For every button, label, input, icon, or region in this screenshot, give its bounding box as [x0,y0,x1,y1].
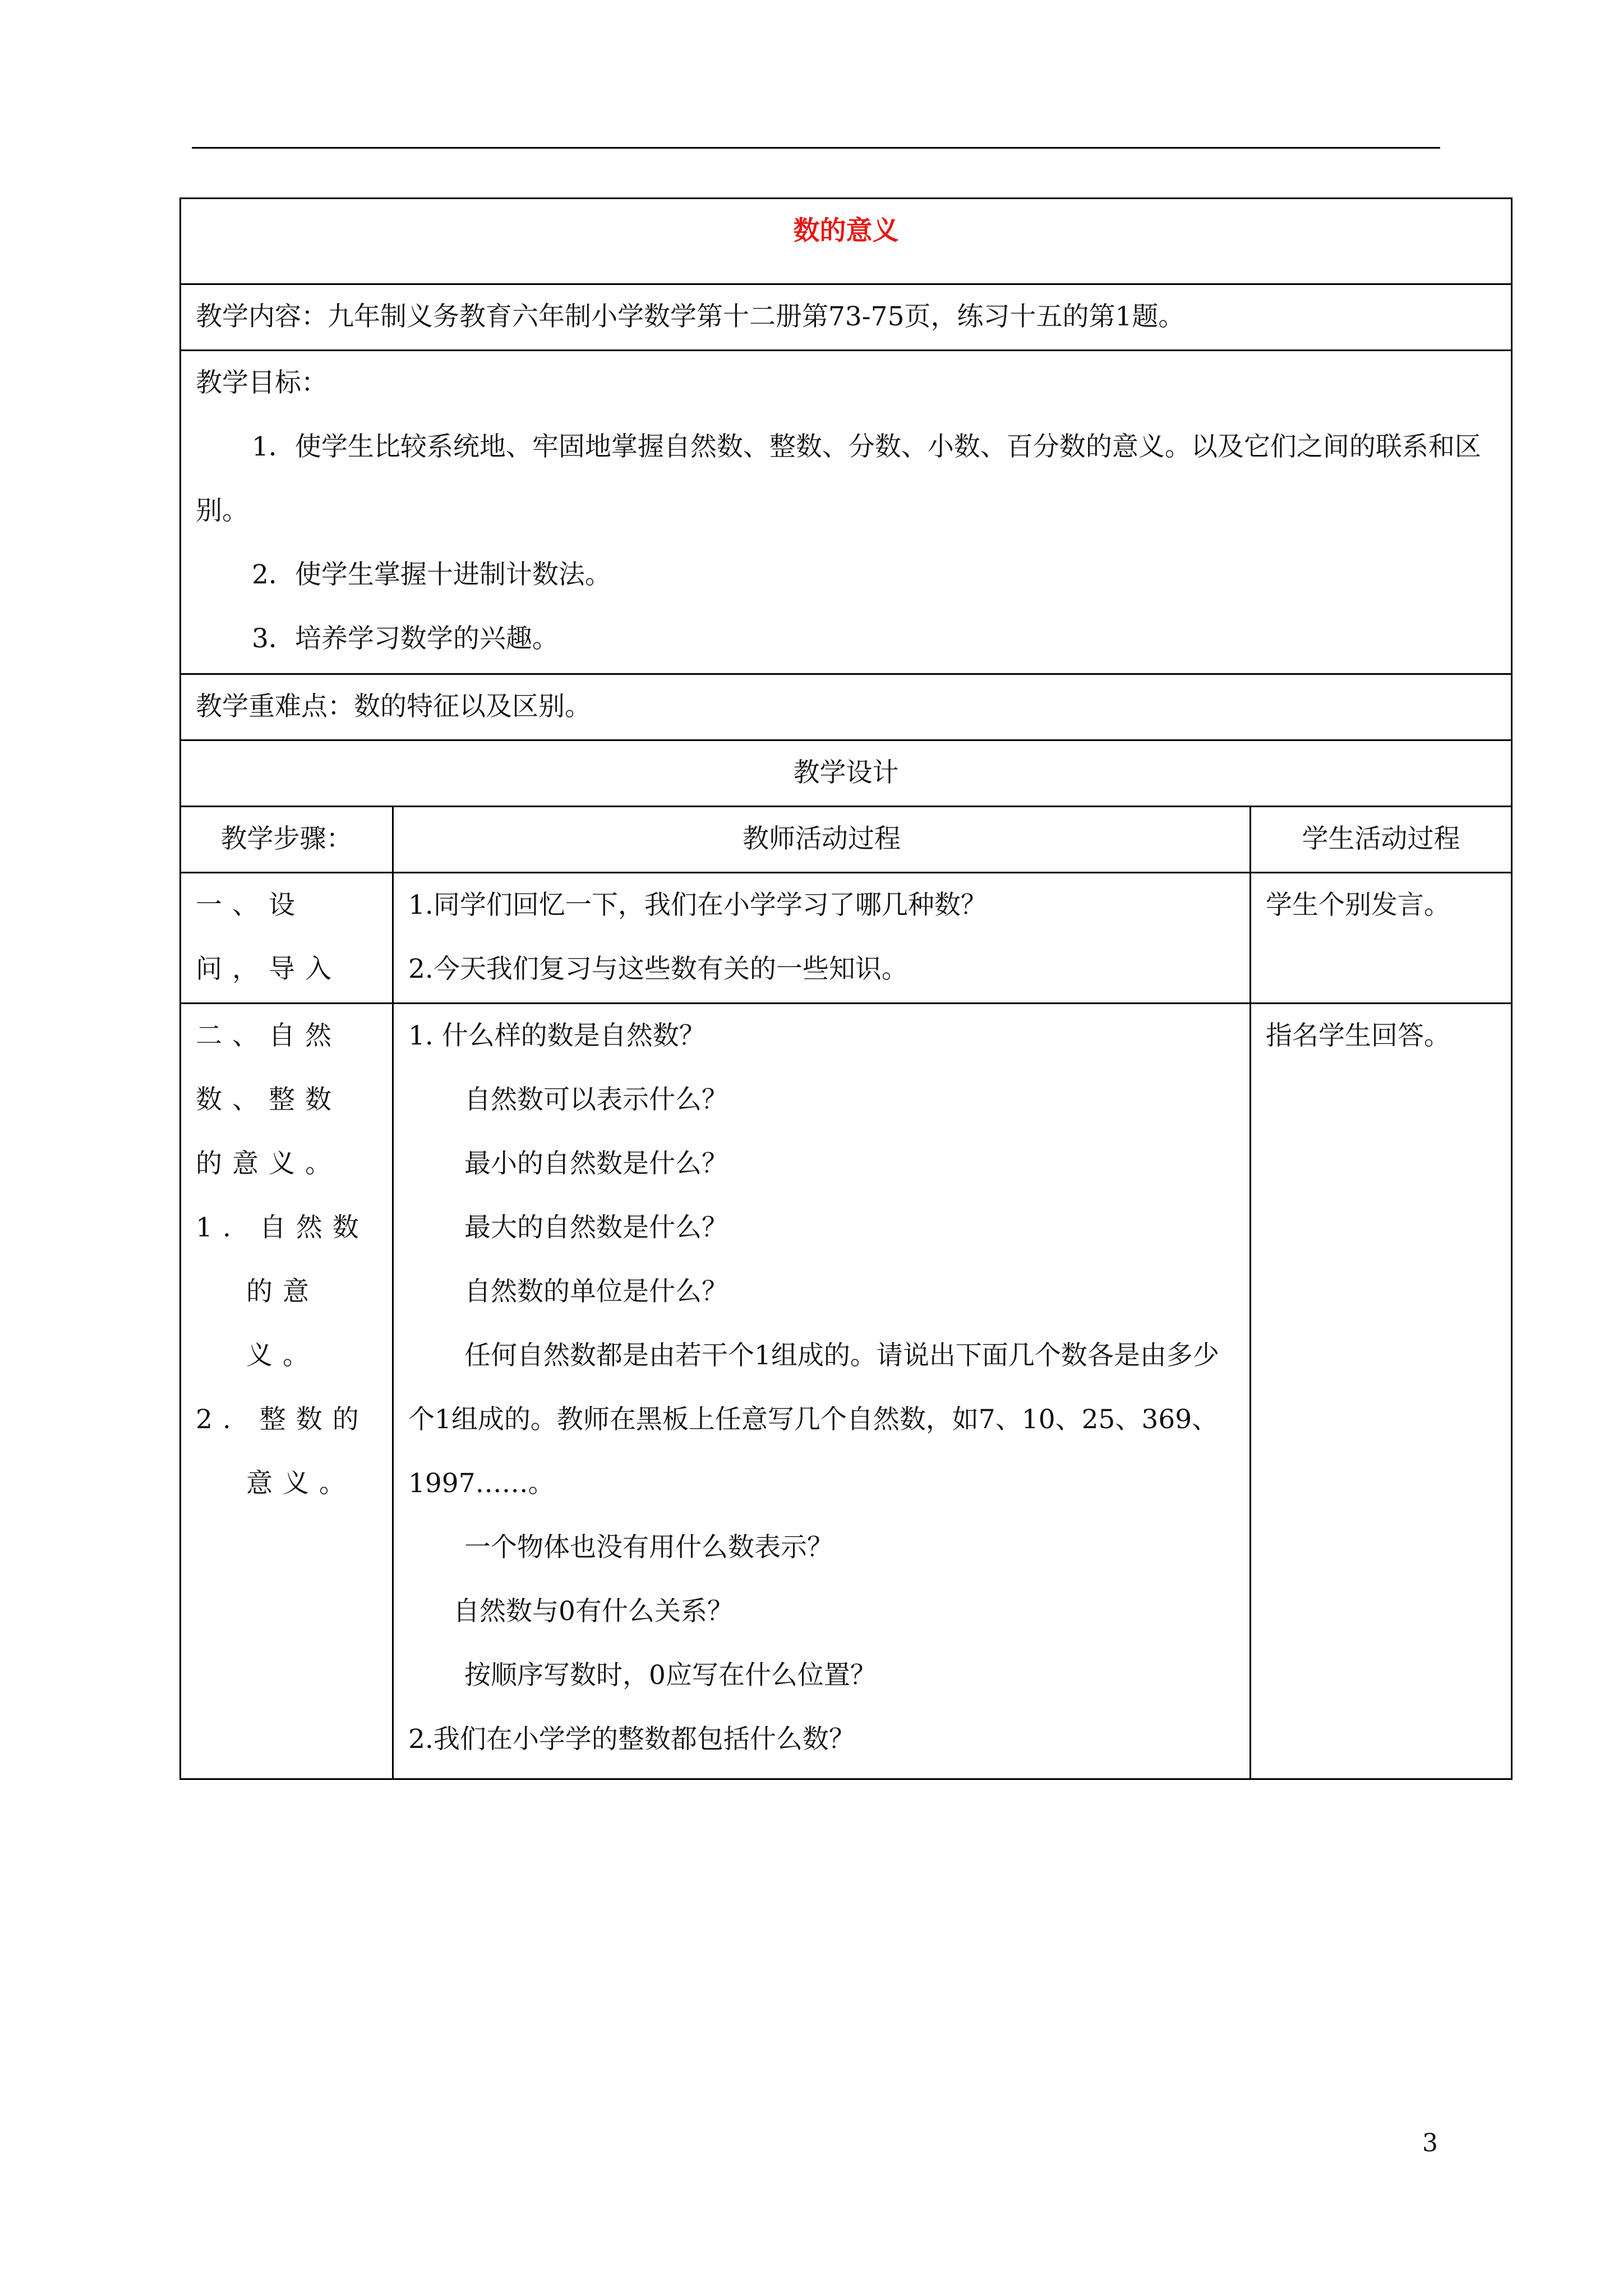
design-heading: 教学设计 [181,740,1512,807]
teacher-line: 自然数可以表示什么？ [464,1084,728,1115]
teacher-line: 1.同学们回忆一下，我们在小学学习了哪几种数？ [408,890,987,921]
lesson-title: 数的意义 [181,199,1512,284]
step-line: 二、自然数、整数的意义。 [196,1020,342,1179]
column-header-step: 教学步骤： [181,807,393,873]
teacher-line: 2.今天我们复习与这些数有关的一些知识。 [408,954,908,984]
teacher-line: 1. 什么样的数是自然数？ [408,1020,706,1051]
step-line: 1. 自然数的意义。 [196,1212,369,1371]
goal-item: 1．使学生比较系统地、牢固地掌握自然数、整数、分数、小数、百分数的意义。以及它们之间的联系和区别。 [196,431,1481,526]
teacher-cell [393,1004,1251,1779]
teaching-goals [181,351,1512,674]
student-cell: 指名学生回答。 [1251,1004,1512,1779]
student-cell: 学生个别发言。 [1251,873,1512,1004]
step-cell: 一、设问，导入 [181,873,393,1004]
teacher-cell [393,873,1251,1004]
teacher-line: 自然数的单位是什么？ [464,1276,728,1307]
column-header-student: 学生活动过程 [1251,807,1512,873]
step-line: 2. 整数的意义。 [196,1404,369,1499]
table-row [181,873,1512,1004]
goal-item: 2．使学生掌握十进制计数法。 [252,559,611,590]
teacher-line: 最小的自然数是什么？ [464,1148,728,1179]
teacher-line: 一个物体也没有用什么数表示？ [464,1532,833,1563]
teacher-line: 任何自然数都是由若干个1组成的。请说出下面几个数各是由多少个1组成的。教师在黑板上任意写几个自然数，如7、10、25、369、1997……。 [408,1340,1219,1499]
teacher-line: 按顺序写数时，0应写在什么位置？ [464,1660,877,1691]
teacher-line: 自然数与0有什么关系？ [453,1596,734,1627]
table-row [181,1004,1512,1779]
teaching-content: 教学内容：九年制义务教育六年制小学数学第十二册第73-75页，练习十五的第1题。 [181,284,1512,351]
goal-item: 3．培养学习数学的兴趣。 [252,623,559,654]
teacher-line: 2.我们在小学学的整数都包括什么数？ [408,1724,855,1755]
lesson-plan-table [179,197,1513,1780]
teacher-line: 最大的自然数是什么？ [464,1212,728,1243]
key-points: 教学重难点：数的特征以及区别。 [181,674,1512,740]
column-header-teacher: 教师活动过程 [393,807,1251,873]
page-number: 3 [1422,2129,1438,2157]
header-rule [192,147,1440,149]
step-cell [181,1004,393,1779]
goals-heading: 教学目标： [196,367,328,398]
